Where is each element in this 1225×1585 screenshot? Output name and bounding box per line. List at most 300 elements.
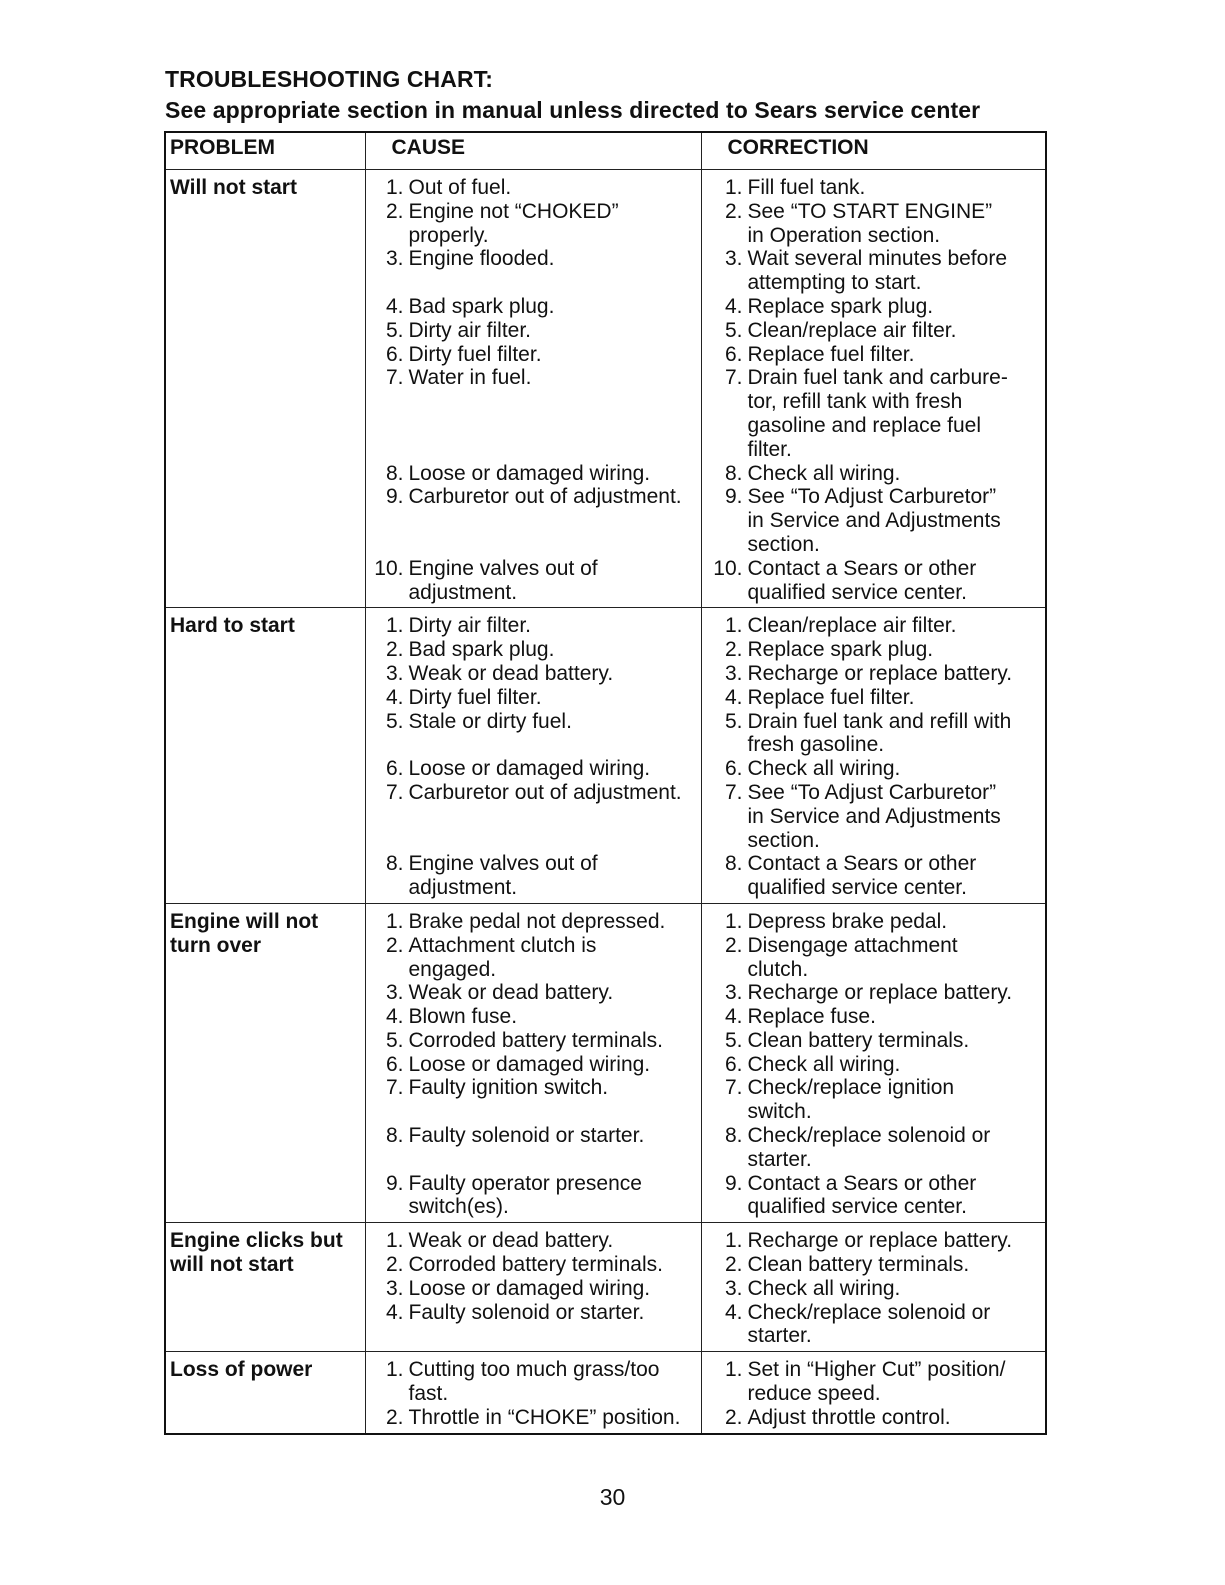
correction-item (702, 438, 1046, 462)
table-row (165, 903, 1046, 1222)
cause-cell (365, 170, 701, 608)
cause-number: 9. (385, 1171, 404, 1195)
cause-item (366, 638, 701, 662)
cause-text: Attachment clutch is (408, 933, 597, 957)
cause-item (366, 981, 701, 1005)
correction-item (702, 295, 1046, 319)
cause-item (366, 295, 701, 319)
cause-number: 3. (385, 247, 404, 271)
correction-number: 2. (724, 1253, 743, 1277)
cause-item (366, 1005, 701, 1029)
correction-item (702, 200, 1046, 224)
correction-text: Drain fuel tank and carbure- (747, 366, 1008, 390)
correction-item (702, 1324, 1046, 1348)
correction-text: qualified service center. (747, 876, 967, 900)
correction-text: Replace fuel filter. (747, 685, 915, 709)
header-cause: CAUSE (365, 132, 701, 170)
correction-item (702, 686, 1046, 710)
correction-item (702, 1100, 1046, 1124)
cause-item (366, 224, 701, 248)
cause-text: Cutting too much grass/too (408, 1358, 660, 1382)
correction-number (702, 1324, 748, 1348)
cause-item (366, 1029, 701, 1053)
cause-item (366, 781, 701, 805)
correction-item (702, 1301, 1046, 1325)
correction-text: Replace spark plug. (747, 294, 934, 318)
correction-text: Clean/replace air filter. (747, 318, 957, 342)
header-correction: CORRECTION (701, 132, 1046, 170)
correction-number: 5. (724, 709, 743, 733)
correction-number: 3. (724, 981, 743, 1005)
problem-cell (165, 608, 365, 904)
correction-number: 7. (724, 780, 743, 804)
correction-number (702, 224, 748, 248)
correction-item (702, 1195, 1046, 1219)
correction-number: 6. (724, 342, 743, 366)
correction-text: Check all wiring. (747, 757, 901, 781)
correction-number: 1. (724, 1229, 743, 1253)
correction-text: in Service and Adjustments (747, 804, 1001, 828)
problem-text: Will not start (170, 176, 297, 199)
correction-number: 10. (713, 556, 743, 580)
correction-cell (701, 1352, 1046, 1434)
cause-item (366, 910, 701, 934)
correction-text: Recharge or replace battery. (747, 661, 1013, 685)
cause-text: adjustment. (408, 876, 518, 900)
cause-number: 4. (385, 294, 404, 318)
correction-number: 3. (724, 1276, 743, 1300)
problem-cell (165, 903, 365, 1222)
page-subtitle: See appropriate section in manual unless directed to Sears service center (165, 97, 981, 123)
correction-text: Check all wiring. (747, 1052, 901, 1076)
correction-item (702, 662, 1046, 686)
cause-text: Loose or damaged wiring. (408, 1276, 651, 1300)
correction-item (702, 462, 1046, 486)
cause-item (366, 1358, 701, 1382)
cause-item (366, 1124, 701, 1148)
cause-text: Loose or damaged wiring. (408, 1052, 651, 1076)
cause-text: Dirty fuel filter. (408, 342, 542, 366)
correction-number (702, 390, 748, 414)
correction-text: Contact a Sears or other (747, 556, 977, 580)
correction-item (702, 533, 1046, 557)
cause-cell (365, 1352, 701, 1434)
cause-number: 3. (385, 1276, 404, 1300)
correction-number (702, 533, 748, 557)
correction-item (702, 829, 1046, 853)
cause-item (366, 934, 701, 958)
correction-number (702, 271, 748, 295)
correction-text: See “To Adjust Carburetor” (747, 780, 997, 804)
table-row (165, 1352, 1046, 1434)
correction-item (702, 1172, 1046, 1196)
cause-number: 2. (385, 1405, 404, 1429)
problem-text: Loss of power (170, 1358, 313, 1382)
correction-number: 6. (724, 1052, 743, 1076)
correction-text: tor, refill tank with fresh (747, 390, 963, 414)
correction-text: Fill fuel tank. (747, 176, 866, 199)
cause-text: Weak or dead battery. (408, 1229, 614, 1253)
correction-text: See “TO START ENGINE” (747, 199, 993, 223)
correction-text: starter. (747, 1324, 812, 1348)
correction-cell (701, 1223, 1046, 1352)
cause-item (366, 614, 701, 638)
correction-item (702, 1358, 1046, 1382)
correction-text: Replace fuse. (747, 1005, 876, 1029)
cause-item (366, 557, 701, 581)
correction-text: Set in “Higher Cut” position/ (747, 1358, 1006, 1382)
table-row (165, 608, 1046, 904)
correction-item (702, 1277, 1046, 1301)
correction-number: 1. (724, 909, 743, 933)
correction-number: 2. (724, 199, 743, 223)
correction-item (702, 557, 1046, 581)
cause-text: fast. (408, 1382, 449, 1406)
cause-text: Weak or dead battery. (408, 981, 614, 1005)
cause-number: 8. (385, 1124, 404, 1148)
cause-number: 1. (385, 1358, 404, 1382)
correction-number: 6. (724, 757, 743, 781)
cause-item (366, 958, 701, 982)
correction-number: 4. (724, 1300, 743, 1324)
cause-item (366, 852, 701, 876)
correction-number: 7. (724, 366, 743, 390)
cause-number: 2. (385, 933, 404, 957)
correction-number: 5. (724, 318, 743, 342)
correction-number: 2. (724, 638, 743, 662)
cause-text: Dirty air filter. (408, 614, 532, 638)
cause-item (366, 343, 701, 367)
correction-text: Replace spark plug. (747, 638, 934, 662)
correction-text: Drain fuel tank and refill with (747, 709, 1012, 733)
cause-number: 6. (385, 342, 404, 366)
correction-item (702, 958, 1046, 982)
cause-number: 5. (385, 709, 404, 733)
cause-number: 1. (385, 1229, 404, 1253)
correction-text: in Service and Adjustments (747, 509, 1001, 533)
correction-item (702, 247, 1046, 271)
correction-number (702, 1382, 748, 1406)
cause-item (366, 757, 701, 781)
correction-number: 1. (724, 614, 743, 638)
cause-item (366, 200, 701, 224)
correction-number (702, 829, 748, 853)
correction-number: 1. (724, 1358, 743, 1382)
cause-item (366, 876, 701, 900)
cause-number (366, 876, 409, 900)
cause-item (366, 1277, 701, 1301)
cause-item (366, 1172, 701, 1196)
correction-item (702, 366, 1046, 390)
problem-text: turn over (170, 933, 262, 957)
correction-number (702, 1100, 748, 1124)
correction-item (702, 852, 1046, 876)
correction-text: Check/replace ignition (747, 1076, 955, 1100)
cause-number (366, 1195, 409, 1219)
cause-item (366, 319, 701, 343)
correction-text: Check/replace solenoid or (747, 1124, 991, 1148)
cause-item (366, 485, 701, 509)
cause-number (366, 224, 409, 248)
correction-text: reduce speed. (747, 1382, 881, 1406)
correction-item (702, 1053, 1046, 1077)
cause-cell (365, 1223, 701, 1352)
correction-item (702, 319, 1046, 343)
cause-text: Blown fuse. (408, 1005, 518, 1029)
cause-text: Corroded battery terminals. (408, 1028, 663, 1052)
correction-number (702, 509, 748, 533)
cause-text: Brake pedal not depressed. (408, 909, 666, 933)
correction-text: Contact a Sears or other (747, 852, 977, 876)
cause-text: Out of fuel. (408, 176, 512, 199)
cause-item (366, 1406, 701, 1430)
correction-item (702, 485, 1046, 509)
cause-text: Engine not “CHOKED” (408, 199, 619, 223)
cause-number: 5. (385, 1028, 404, 1052)
cause-item (366, 366, 701, 390)
cause-number: 4. (385, 685, 404, 709)
cause-item (366, 581, 701, 605)
correction-text: Clean battery terminals. (747, 1253, 970, 1277)
cause-item (366, 1382, 701, 1406)
correction-number: 1. (724, 176, 743, 199)
correction-item (702, 1382, 1046, 1406)
correction-number: 8. (724, 461, 743, 485)
correction-number (702, 1195, 748, 1219)
correction-number: 4. (724, 294, 743, 318)
cause-text: Carburetor out of adjustment. (408, 485, 682, 509)
table-row (165, 170, 1046, 608)
correction-text: Recharge or replace battery. (747, 981, 1013, 1005)
correction-number (702, 1148, 748, 1172)
correction-item (702, 1029, 1046, 1053)
correction-text: section. (747, 828, 820, 852)
cause-text: Faulty ignition switch. (408, 1076, 609, 1100)
cause-number: 1. (385, 614, 404, 638)
cause-item (366, 1076, 701, 1100)
cause-text: Weak or dead battery. (408, 661, 614, 685)
correction-number: 4. (724, 685, 743, 709)
cause-number: 4. (385, 1300, 404, 1324)
correction-text: qualified service center. (747, 580, 967, 604)
correction-item (702, 1406, 1046, 1430)
cause-number: 1. (385, 909, 404, 933)
cause-item (366, 1195, 701, 1219)
cause-item (366, 1301, 701, 1325)
correction-text: gasoline and replace fuel (747, 413, 982, 437)
correction-text: Replace fuel filter. (747, 342, 915, 366)
correction-item (702, 981, 1046, 1005)
cause-text: Faulty solenoid or starter. (408, 1300, 645, 1324)
cause-item (366, 176, 701, 200)
cause-number (366, 581, 409, 605)
correction-text: Depress brake pedal. (747, 909, 948, 933)
correction-number: 8. (724, 852, 743, 876)
cause-item (366, 1053, 701, 1077)
cause-item (366, 247, 701, 271)
cause-cell (365, 608, 701, 904)
correction-number (702, 733, 748, 757)
correction-item (702, 710, 1046, 734)
correction-text: Recharge or replace battery. (747, 1229, 1013, 1253)
correction-text: clutch. (747, 957, 809, 981)
cause-number: 7. (385, 1076, 404, 1100)
correction-text: Check all wiring. (747, 461, 901, 485)
cause-text: Bad spark plug. (408, 294, 555, 318)
correction-item (702, 1229, 1046, 1253)
cause-item (366, 1229, 701, 1253)
cause-text: switch(es). (408, 1195, 509, 1219)
cause-text: Water in fuel. (408, 366, 532, 390)
correction-text: filter. (747, 437, 792, 461)
cause-text: Loose or damaged wiring. (408, 757, 651, 781)
cause-number (366, 1382, 409, 1406)
correction-number (702, 414, 748, 438)
correction-number: 9. (724, 1171, 743, 1195)
cause-number: 5. (385, 318, 404, 342)
correction-number (702, 581, 748, 605)
correction-number: 8. (724, 1124, 743, 1148)
cause-item (366, 710, 701, 734)
correction-text: Contact a Sears or other (747, 1171, 977, 1195)
correction-text: Disengage attachment (747, 933, 958, 957)
cause-number: 8. (385, 461, 404, 485)
cause-text: Loose or damaged wiring. (408, 461, 651, 485)
correction-text: Adjust throttle control. (747, 1405, 951, 1429)
cause-number: 9. (385, 485, 404, 509)
cause-number: 6. (385, 757, 404, 781)
correction-number: 4. (724, 1005, 743, 1029)
cause-text: adjustment. (408, 580, 518, 604)
correction-number: 2. (724, 1405, 743, 1429)
correction-item (702, 581, 1046, 605)
cause-item (366, 686, 701, 710)
correction-item (702, 224, 1046, 248)
correction-item (702, 1076, 1046, 1100)
correction-text: Wait several minutes before (747, 247, 1007, 271)
correction-text: Check/replace solenoid or (747, 1300, 991, 1324)
correction-text: Check all wiring. (747, 1276, 901, 1300)
problem-text: will not start (170, 1253, 294, 1277)
problem-text: Engine clicks but (170, 1229, 343, 1253)
cause-text: Dirty air filter. (408, 318, 532, 342)
problem-cell (165, 170, 365, 608)
cause-text: engaged. (408, 957, 497, 981)
cause-text: properly. (408, 223, 489, 247)
cause-text: Throttle in “CHOKE” position. (408, 1405, 681, 1429)
correction-item (702, 757, 1046, 781)
cause-text: Stale or dirty fuel. (408, 709, 572, 733)
page-title: TROUBLESHOOTING CHART: (165, 66, 494, 92)
correction-item (702, 805, 1046, 829)
correction-item (702, 390, 1046, 414)
correction-text: See “To Adjust Carburetor” (747, 485, 997, 509)
correction-item (702, 271, 1046, 295)
correction-text: switch. (747, 1100, 812, 1124)
correction-item (702, 781, 1046, 805)
correction-number (702, 805, 748, 829)
cause-text: Bad spark plug. (408, 638, 555, 662)
correction-text: attempting to start. (747, 271, 922, 295)
troubleshooting-table (164, 131, 1047, 1435)
correction-number: 9. (724, 485, 743, 509)
correction-item (702, 733, 1046, 757)
correction-number: 2. (724, 933, 743, 957)
cause-text: Engine valves out of (408, 556, 598, 580)
cause-text: Engine flooded. (408, 247, 555, 271)
correction-number: 3. (724, 661, 743, 685)
correction-number: 3. (724, 247, 743, 271)
correction-number (702, 876, 748, 900)
cause-number: 8. (385, 852, 404, 876)
cause-number: 10. (374, 556, 404, 580)
cause-text: Faulty operator presence (408, 1171, 642, 1195)
correction-item (702, 1253, 1046, 1277)
correction-number: 5. (724, 1028, 743, 1052)
correction-text: starter. (747, 1147, 812, 1171)
correction-item (702, 1148, 1046, 1172)
page-number: 30 (599, 1484, 626, 1510)
correction-item (702, 343, 1046, 367)
cause-number: 4. (385, 1005, 404, 1029)
problem-cell (165, 1223, 365, 1352)
correction-item (702, 910, 1046, 934)
cause-number: 2. (385, 638, 404, 662)
cause-text: Carburetor out of adjustment. (408, 780, 682, 804)
cause-number: 2. (385, 199, 404, 223)
table-row (165, 1223, 1046, 1352)
correction-item (702, 414, 1046, 438)
cause-number: 2. (385, 1253, 404, 1277)
problem-text: Hard to start (170, 614, 295, 638)
correction-number (702, 958, 748, 982)
cause-item (366, 662, 701, 686)
correction-cell (701, 608, 1046, 904)
correction-item (702, 614, 1046, 638)
table-header-row (165, 132, 1046, 170)
correction-cell (701, 903, 1046, 1222)
cause-cell (365, 903, 701, 1222)
correction-item (702, 934, 1046, 958)
correction-cell (701, 170, 1046, 608)
cause-number: 7. (385, 780, 404, 804)
correction-item (702, 176, 1046, 200)
table-body (165, 170, 1046, 1434)
correction-number: 7. (724, 1076, 743, 1100)
cause-number: 3. (385, 981, 404, 1005)
correction-text: Clean battery terminals. (747, 1028, 970, 1052)
cause-text: Engine valves out of (408, 852, 598, 876)
correction-text: section. (747, 532, 820, 556)
cause-number: 1. (385, 176, 404, 199)
cause-item (366, 462, 701, 486)
cause-item (366, 1253, 701, 1277)
cause-number: 7. (385, 366, 404, 390)
header-problem: PROBLEM (165, 132, 365, 170)
cause-number (366, 958, 409, 982)
correction-number (702, 438, 748, 462)
cause-text: Dirty fuel filter. (408, 685, 542, 709)
cause-number: 6. (385, 1052, 404, 1076)
correction-item (702, 1005, 1046, 1029)
correction-item (702, 638, 1046, 662)
cause-text: Corroded battery terminals. (408, 1253, 663, 1277)
correction-text: fresh gasoline. (747, 733, 885, 757)
correction-text: in Operation section. (747, 223, 941, 247)
problem-text: Engine will not (170, 909, 319, 933)
correction-item (702, 1124, 1046, 1148)
cause-text: Faulty solenoid or starter. (408, 1124, 645, 1148)
